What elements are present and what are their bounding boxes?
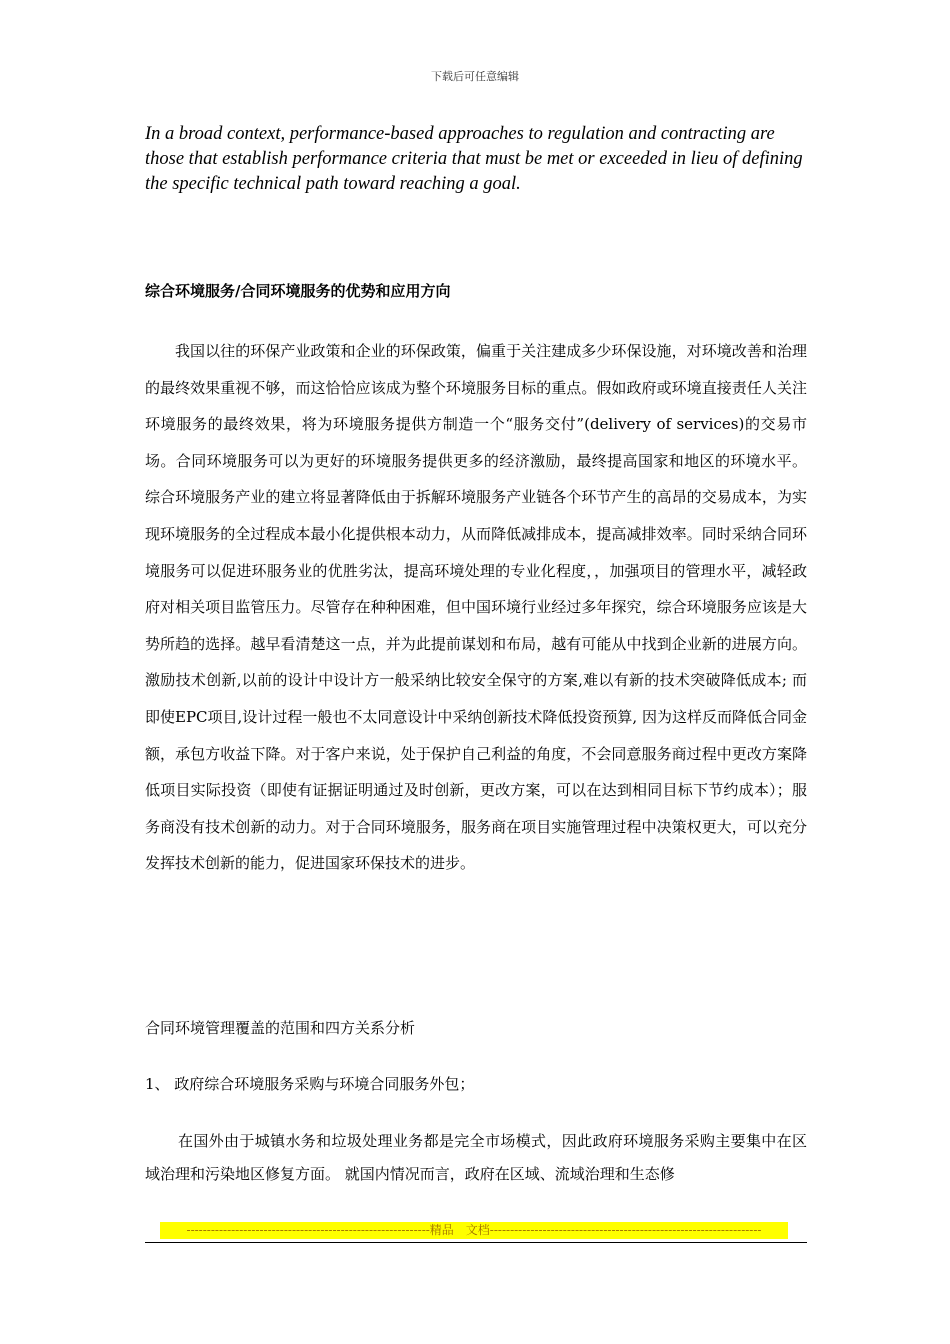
header-note: 下载后可任意编辑 — [431, 70, 519, 83]
english-quote: In a broad context, performance-based approaches to regulation and contracting are those that establish performance criteria that must be met or exceeded in lieu of defining the specific technical path toward reaching a goal. — [145, 124, 803, 194]
section-body-paragraph: 我国以往的环保产业政策和企业的环保政策，偏重于关注建成多少环保设施，对环境改善和治理的最终效果重视不够，而这恰恰应该成为整个环境服务目标的重点。假如政府或环境直接责任人关注环境服务的最终效果，将为环境服务提供方制造一个“服务交付”(delivery of services)的交易市场。合同环境服务可以为更好的环境服务提供更多的经济激励，最终提高国家和地区的环境水平。 综合环境服务产业的建立将显著降低由于拆解环境服务产业链各个环节产生的高昂的交易成本，为实现环境服务的全过程成本最小化提供根本动力，从而降低减排成本，提高减排效率。同时采纳合同环境服务可以促进环服务业的优胜劣汰，提高环境处理的专业化程度，，加强项目的管理水平，减轻政府对相关项目监管压力。尽管存在种种困难，但中国环境行业经过多年探究，综合环境服务应该是大势所趋的选择。越早看清楚这一点，并为此提前谋划和布局，越有可能从中找到企业新的进展方向。激励技术创新,以前的设计中设计方一般采纳比较安全保守的方案,难以有新的技术突破降低成本; 而即使EPC项目,设计过程一般也不太同意设计中采纳创新技术降低投资预算, 因为这样反而降低合同金额，承包方收益下降。对于客户来说，处于保护自己利益的角度，不会同意服务商过程中更改方案降低项目实际投资（即使有证据证明通过及时创新，更改方案，可以在达到相同目标下节约成本）；服务商没有技术创新的动力。对于合同环境服务，服务商在项目实施管理过程中决策权更大，可以充分发挥技术创新的能力，促进国家环保技术的进步。 — [145, 342, 807, 873]
section-heading: 综合环境服务/合同环境服务的优势和应用方向 — [145, 282, 451, 300]
subsection-body-paragraph: 在国外由于城镇水务和垃圾处理业务都是完全市场模式，因此政府环境服务采购主要集中在区域治理和污染地区修复方面。 就国内情况而言，政府在区域、流域治理和生态修 — [145, 1132, 807, 1183]
footer-divider — [145, 1242, 807, 1243]
subsection-heading: 合同环境管理覆盖的范围和四方关系分析 — [145, 1019, 416, 1037]
footer-banner: ------------------------------------------------------------精品 文档------------------------------------------------------------------- — [160, 1222, 788, 1239]
list-item-1: 1、 政府综合环境服务采购与环境合同服务外包； — [145, 1075, 475, 1093]
